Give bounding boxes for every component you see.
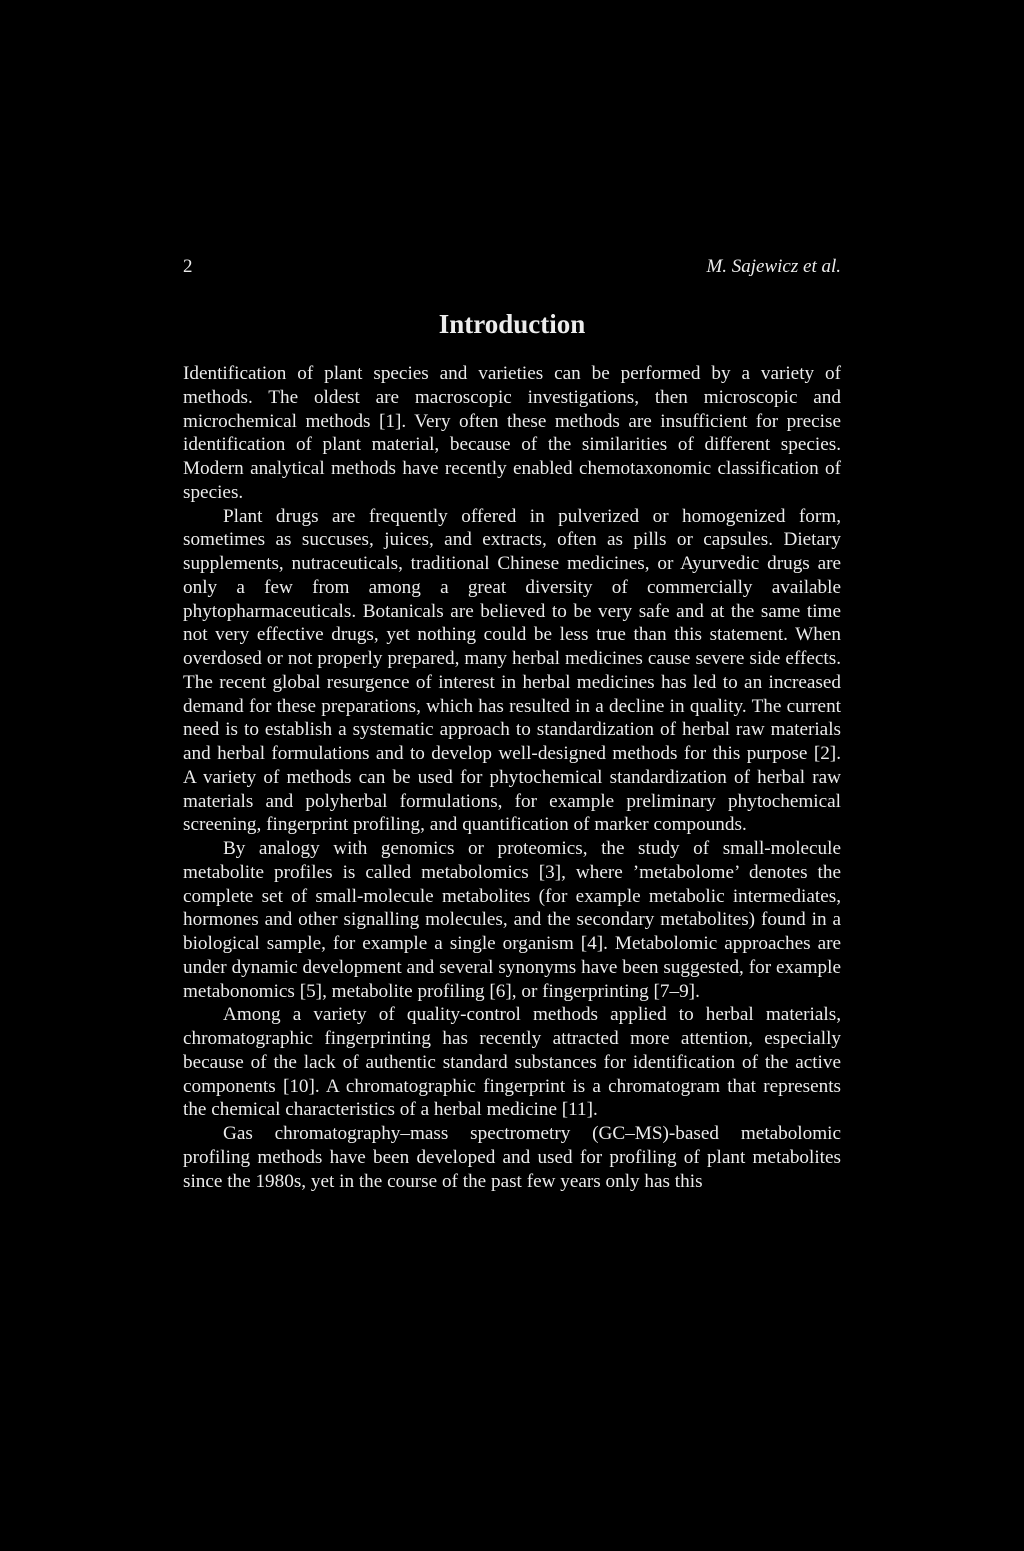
page-number: 2 xyxy=(183,256,193,277)
paragraph-2: Plant drugs are frequently offered in pulverized or homogenized form, sometimes as succuses, juices, and extracts, often as pills or capsules. Dietary supplements, nutraceuticals, traditional Chinese medicines, or Ayurvedic drugs are only a few from among a great diversity of commercially available phytopharmaceuticals. Botanicals are believed to be very safe and at the same time not very effective drugs, yet nothing could be less true than this statement. When overdosed or not properly prepared, many herbal medicines cause severe side effects. The recent global resurgence of interest in herbal medicines has led to an increased demand for these preparations, which has resulted in a decline in quality. The current need is to establish a systematic approach to standardization of herbal raw materials and herbal formulations and to develop well-designed methods for this purpose [2]. A variety of methods can be used for phytochemical standardization of herbal raw materials and polyherbal formulations, for example preliminary phytochemical screening, fingerprint profiling, and quantification of marker compounds. xyxy=(183,505,841,836)
section-heading: Introduction xyxy=(438,309,586,339)
body-text xyxy=(183,362,841,1193)
running-author: M. Sajewicz et al. xyxy=(706,256,841,277)
paragraph-1: Identification of plant species and varieties can be performed by a variety of methods. The oldest are macroscopic investigations, then microscopic and microchemical methods [1]. Very often these methods are insufficient for precise identification of plant material, because of the similarities of different species. Modern analytical methods have recently enabled chemotaxonomic classification of species. xyxy=(183,363,841,503)
paragraph-5: Gas chromatography–mass spectrometry (GC–MS)-based metabolomic profiling methods have been developed and used for profiling of plant metabolites since the 1980s, yet in the course of the past few years only has this xyxy=(183,1123,841,1192)
paragraph-3: By analogy with genomics or proteomics, the study of small-molecule metabolite profiles is called metabolomics [3], where ’metabolome’ denotes the complete set of small-molecule metabolites (for example metabolic intermediates, hormones and other signalling molecules, and the secondary metabolites) found in a biological sample, for example a single organism [4]. Metabolomic approaches are under dynamic development and several synonyms have been suggested, for example metabonomics [5], metabolite profiling [6], or fingerprinting [7–9]. xyxy=(183,838,841,1002)
paragraph-4: Among a variety of quality-control methods applied to herbal materials, chromatographic fingerprinting has recently attracted more attention, especially because of the lack of authentic standard substances for identification of the active components [10]. A chromatographic fingerprint is a chromatogram that represents the chemical characteristics of a herbal medicine [11]. xyxy=(183,1004,841,1121)
running-header xyxy=(183,252,841,282)
